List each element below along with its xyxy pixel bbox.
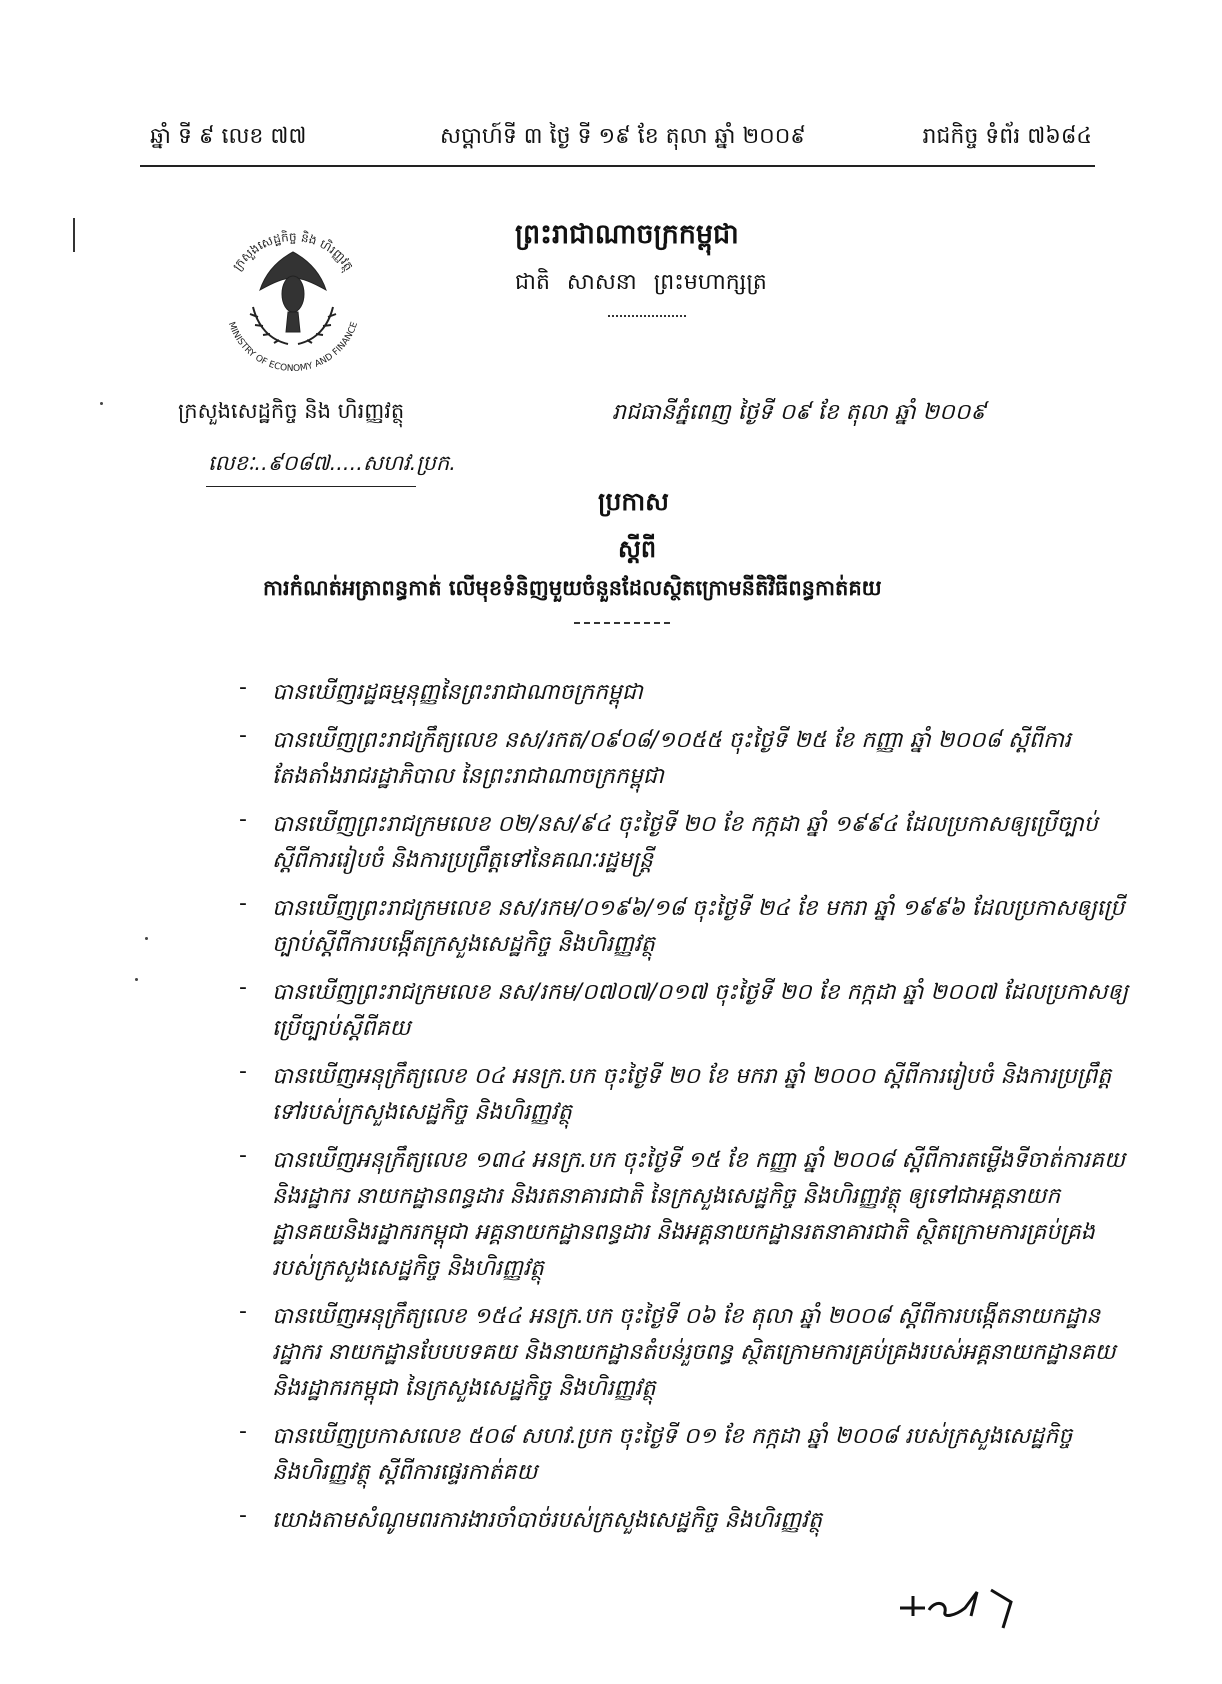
scan-speck: [145, 937, 148, 940]
clause-item: - បានឃើញរដ្ឋធម្មនុញ្ញនៃព្រះរាជាណាចក្រកម្ពុជា: [250, 675, 1130, 711]
ministry-seal: [208, 212, 378, 382]
clause-list: [239, 675, 1130, 1551]
document-subject: ការកំណត់អត្រាពន្ធកាត់ លើមុខទំនិញមួយចំនួនដែលស្ថិតក្រោមនីតិវិធីពន្ធកាត់គយ: [263, 576, 882, 600]
bird-emblem-icon: [260, 252, 326, 332]
clause-item: - បានឃើញអនុក្រឹត្យលេខ ១៣៤ អនក្រ.បក ចុះថ្ងៃទី ១៥ ខែ កញ្ញា ឆ្នាំ ២០០៨ ស្ដីពីការតម្លើងទីចាត់ការគយនិងរដ្ឋាករ នាយកដ្ឋានពន្ធដារ និងរតនាគារជាតិ នៃក្រសួងសេដ្ឋកិច្ច និងហិរញ្ញវត្ថុ ឲ្យទៅជាអគ្គនាយកដ្ឋានគយនិងរដ្ឋាករកម្ពុជា អគ្គនាយកដ្ឋានពន្ធដារ និងអគ្គនាយកដ្ឋានរតនាគារជាតិ ស្ថិតក្រោមការគ្រប់គ្រងរបស់ក្រសួងសេដ្ឋកិច្ច និងហិរញ្ញវត្ថុ: [250, 1143, 1130, 1287]
scan-speck: [135, 978, 138, 981]
clause-item: - បានឃើញអនុក្រឹត្យលេខ ០៤ អនក្រ.បក ចុះថ្ងៃទី ២០ ខែ មករា ឆ្នាំ ២០០០ ស្ដីពីការរៀបចំ និងការប្រព្រឹត្តទៅរបស់ក្រសួងសេដ្ឋកិច្ច និងហិរញ្ញវត្ថុ: [250, 1059, 1130, 1131]
clause-text: យោងតាមសំណូមពរការងារចាំបាច់របស់ក្រសួងសេដ្ឋកិច្ច និងហិរញ្ញវត្ថុ: [272, 1508, 823, 1533]
margin-mark: [73, 218, 75, 252]
seal-khmer-text: ក្រសួងសេដ្ឋកិច្ច និង ហិរញ្ញវត្ថុ: [229, 229, 357, 274]
header-rule: [140, 165, 1095, 167]
clause-text: បានឃើញរដ្ឋធម្មនុញ្ញនៃព្រះរាជាណាចក្រកម្ពុជា: [272, 680, 643, 705]
ministry-name: ក្រសួងសេដ្ឋកិច្ច និង ហិរញ្ញវត្ថុ: [178, 399, 405, 423]
scan-speck: [100, 402, 103, 405]
clause-text: បានឃើញអនុក្រឹត្យលេខ ១៣៤ អនក្រ.បក ចុះថ្ងៃទី ១៥ ខែ កញ្ញា ឆ្នាំ ២០០៨ ស្ដីពីការតម្លើងទីចាត់ការគយនិងរដ្ឋាករ នាយកដ្ឋានពន្ធដារ និងរតនាគារជាតិ នៃក្រសួងសេដ្ឋកិច្ច និងហិរញ្ញវត្ថុ ឲ្យទៅជាអគ្គនាយកដ្ឋានគយនិងរដ្ឋាករកម្ពុជា អគ្គនាយកដ្ឋានពន្ធដារ និងអគ្គនាយកដ្ឋានរតនាគារជាតិ ស្ថិតក្រោមការគ្រប់គ្រងរបស់ក្រសួងសេដ្ឋកិច្ច និងហិរញ្ញវត្ថុ: [272, 1148, 1125, 1281]
about-label: ស្ដីពី: [618, 535, 657, 563]
clause-text: បានឃើញព្រះរាជក្រមលេខ នស/រកម/០៧០៧/០១៧ ចុះថ្ងៃទី ២០ ខែ កក្កដា ឆ្នាំ ២០០៧ ដែលប្រកាសឲ្យប្រើច្បាប់ស្ដីពីគយ: [272, 980, 1129, 1041]
clause-text: បានឃើញអនុក្រឹត្យលេខ ១៥៤ អនក្រ.បក ចុះថ្ងៃទី ០៦ ខែ តុលា ឆ្នាំ ២០០៨ ស្ដីពីការបង្កើតនាយកដ្ឋានរដ្ឋាករ នាយកដ្ឋានបែបបទគយ និងនាយកដ្ឋានតំបន់រួចពន្ធ ស្ថិតក្រោមការគ្រប់គ្រងរបស់អគ្គនាយកដ្ឋានគយនិងរដ្ឋាករកម្ពុជា នៃក្រសួងសេដ្ឋកិច្ច និងហិរញ្ញវត្ថុ: [272, 1304, 1116, 1401]
gazette-page: រាជកិច្ច ទំព័រ ៧៦៨៤: [922, 124, 1092, 149]
document-type: ប្រកាស: [598, 487, 669, 516]
handwritten-initials: [895, 1572, 1025, 1632]
clause-text: បានឃើញព្រះរាជក្រមលេខ នស/រកម/០១៩៦/១៨ ចុះថ្ងៃទី ២៤ ខែ មករា ឆ្នាំ ១៩៩៦ ដែលប្រកាសឲ្យប្រើច្បាប់ស្ដីពីការបង្កើតក្រសួងសេដ្ឋកិច្ច និងហិរញ្ញវត្ថុ: [272, 896, 1125, 957]
kingdom-title: ព្រះរាជាណាចក្រកម្ពុជា: [515, 219, 739, 250]
clause-item: - បានឃើញព្រះរាជក្រមលេខ ០២/នស/៩៤ ចុះថ្ងៃទី ២០ ខែ កក្កដា ឆ្នាំ ១៩៩៤ ដែលប្រកាសឲ្យប្រើច្បាប់ស្ដីពីការរៀបចំ និងការប្រព្រឹត្តទៅនៃគណៈរដ្ឋមន្ត្រី: [250, 807, 1130, 879]
clause-item: - បានឃើញអនុក្រឹត្យលេខ ១៥៤ អនក្រ.បក ចុះថ្ងៃទី ០៦ ខែ តុលា ឆ្នាំ ២០០៨ ស្ដីពីការបង្កើតនាយកដ្ឋានរដ្ឋាករ នាយកដ្ឋានបែបបទគយ និងនាយកដ្ឋានតំបន់រួចពន្ធ ស្ថិតក្រោមការគ្រប់គ្រងរបស់អគ្គនាយកដ្ឋានគយនិងរដ្ឋាករកម្ពុជា នៃក្រសួងសេដ្ឋកិច្ច និងហិរញ្ញវត្ថុ: [250, 1299, 1130, 1407]
issue-date-line: រាជធានីភ្នំពេញ ថ្ងៃទី ០៩ ខែ តុលា ឆ្នាំ ២០០៩: [612, 400, 986, 425]
gazette-date: សប្ដាហ៍ទី ៣ ថ្ងៃ ទី ១៩ ខែ តុលា ឆ្នាំ ២០០៩: [440, 124, 806, 149]
clause-item: - បានឃើញព្រះរាជក្រឹត្យលេខ នស/រកត/០៩០៨/១០៥៥ ចុះថ្ងៃទី ២៥ ខែ កញ្ញា ឆ្នាំ ២០០៨ ស្ដីពីការតែងតាំងរាជរដ្ឋាភិបាល នៃព្រះរាជាណាចក្រកម្ពុជា: [250, 723, 1130, 795]
gazette-issue: ឆ្នាំ ទី ៩ លេខ ៧៧: [150, 124, 307, 149]
clause-item: - យោងតាមសំណូមពរការងារចាំបាច់របស់ក្រសួងសេដ្ឋកិច្ច និងហិរញ្ញវត្ថុ: [250, 1503, 1130, 1539]
reference-number: លេខៈ..៩០៨៧.....សហវ.ប្រក.: [208, 451, 456, 475]
seal-english-text: MINISTRY OF ECONOMY AND FINANCE: [225, 320, 361, 375]
reference-underline: [206, 486, 416, 487]
clause-text: បានឃើញប្រកាសលេខ ៥០៨ សហវ.ប្រក ចុះថ្ងៃទី ០១ ខែ កក្កដា ឆ្នាំ ២០០៨ របស់ក្រសួងសេដ្ឋកិច្ច និងហិរញ្ញវត្ថុ ស្ដីពីការផ្ទេរកាត់គយ: [272, 1424, 1073, 1485]
clause-text: បានឃើញព្រះរាជក្រឹត្យលេខ នស/រកត/០៩០៨/១០៥៥ ចុះថ្ងៃទី ២៥ ខែ កញ្ញា ឆ្នាំ ២០០៨ ស្ដីពីការតែងតាំងរាជរដ្ឋាភិបាល នៃព្រះរាជាណាចក្រកម្ពុជា: [272, 728, 1071, 789]
clause-text: បានឃើញព្រះរាជក្រមលេខ ០២/នស/៩៤ ចុះថ្ងៃទី ២០ ខែ កក្កដា ឆ្នាំ ១៩៩៤ ដែលប្រកាសឲ្យប្រើច្បាប់ស្ដីពីការរៀបចំ និងការប្រព្រឹត្តទៅនៃគណៈរដ្ឋមន្ត្រី: [272, 812, 1098, 873]
ornament-divider: [608, 315, 686, 318]
clause-text: បានឃើញអនុក្រឹត្យលេខ ០៤ អនក្រ.បក ចុះថ្ងៃទី ២០ ខែ មករា ឆ្នាំ ២០០០ ស្ដីពីការរៀបចំ និងការប្រព្រឹត្តទៅរបស់ក្រសួងសេដ្ឋកិច្ច និងហិរញ្ញវត្ថុ: [272, 1064, 1112, 1125]
clause-item: - បានឃើញព្រះរាជក្រមលេខ នស/រកម/០៧០៧/០១៧ ចុះថ្ងៃទី ២០ ខែ កក្កដា ឆ្នាំ ២០០៧ ដែលប្រកាសឲ្យប្រើច្បាប់ស្ដីពីគយ: [250, 975, 1130, 1047]
clause-item: - បានឃើញប្រកាសលេខ ៥០៨ សហវ.ប្រក ចុះថ្ងៃទី ០១ ខែ កក្កដា ឆ្នាំ ២០០៨ របស់ក្រសួងសេដ្ឋកិច្ច និងហិរញ្ញវត្ថុ ស្ដីពីការផ្ទេរកាត់គយ: [250, 1419, 1130, 1491]
clause-item: - បានឃើញព្រះរាជក្រមលេខ នស/រកម/០១៩៦/១៨ ចុះថ្ងៃទី ២៤ ខែ មករា ឆ្នាំ ១៩៩៦ ដែលប្រកាសឲ្យប្រើច្បាប់ស្ដីពីការបង្កើតក្រសួងសេដ្ឋកិច្ច និងហិរញ្ញវត្ថុ: [250, 891, 1130, 963]
national-motto: ជាតិ សាសនា ព្រះមហាក្សត្រ: [515, 270, 767, 295]
ornament-divider: [574, 622, 670, 626]
